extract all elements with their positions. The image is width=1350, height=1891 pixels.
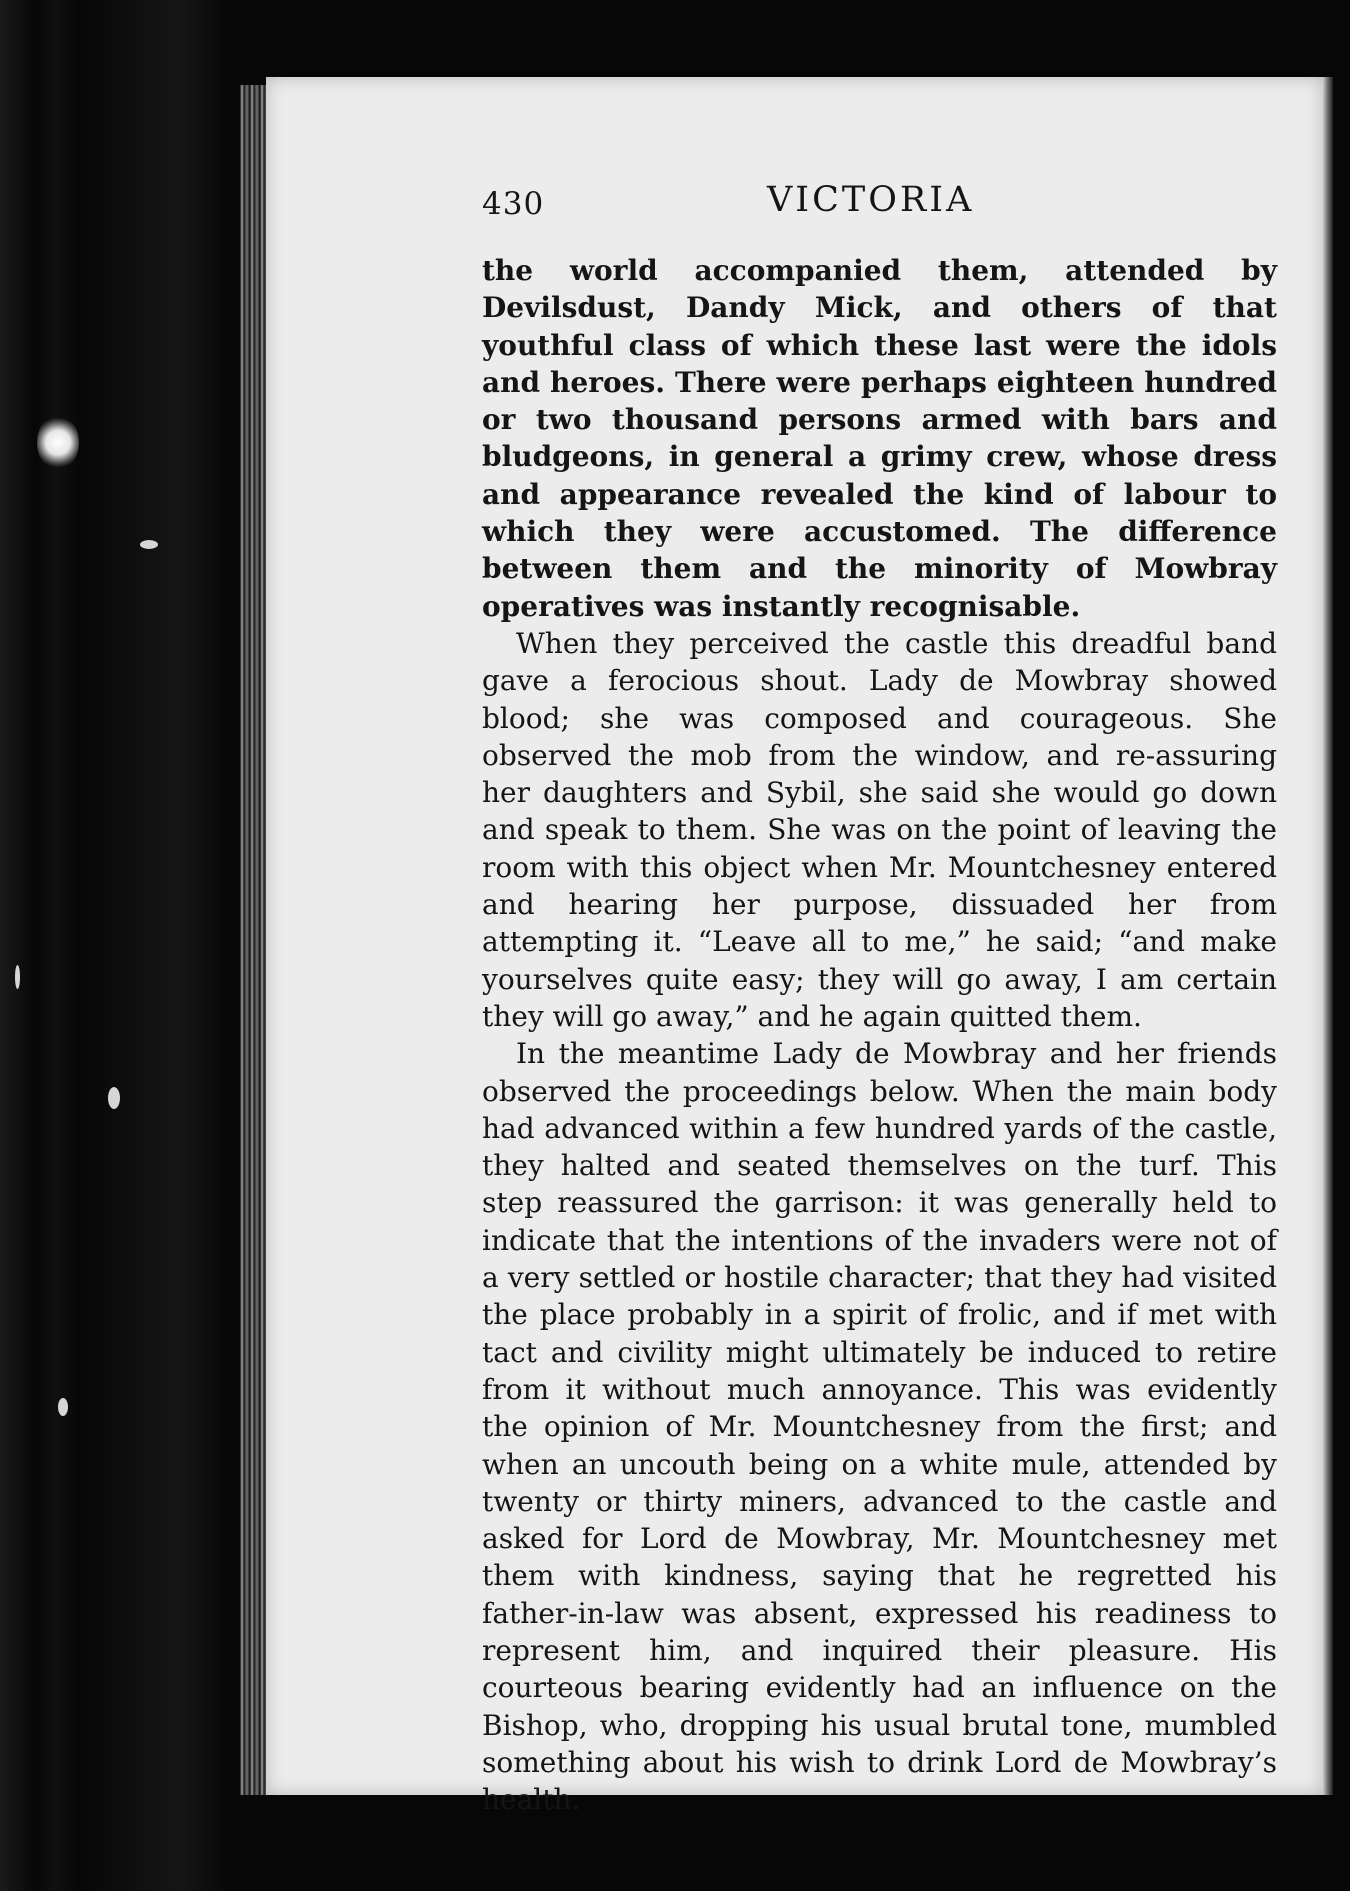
scan-speck (58, 1398, 68, 1416)
paragraph-3: In the meantime Lady de Mowbray and her friends observed the proceedings below. When the main body had advanced within a few hundred yards of the castle, they halted and seated themselves on the turf. This step reassured the garrison: it was generally held to indicate that the intentions of the invaders were not of a very settled or hostile character; that they had visited the place probably in a spirit of frolic, and if met with tact and civility might ultimately be induced to retire from it without much annoyance. This was evidently the opinion of Mr. Mountchesney from the first; and when an uncouth being on a white mule, attended by twenty or thirty miners, advanced to the castle and asked for Lord de Mowbray, Mr. Mountchesney met them with kindness, saying that he regretted his father-in-law was absent, expressed his readiness to represent him, and inquired their pleasure. His courteous bearing evidently had an influence on the Bishop, who, dropping his usual brutal tone, mumbled something about his wish to drink Lord de Mowbray’s health. (482, 1037, 1277, 1817)
scan-speck (140, 540, 158, 549)
scan-light-flare (37, 415, 79, 470)
book-body-text (482, 252, 1277, 1818)
book-binding (240, 85, 268, 1795)
paragraph-2: When they perceived the castle this dreadful band gave a ferocious shout. Lady de Mowbray showed blood; she was composed and courageous. She observed the mob from the window, and re-assuring her daughters and Sybil, she said she would go down and speak to them. She was on the point of leaving the room with this object when Mr. Mountchesney entered and hearing her purpose, dissuaded her from attempting it. “Leave all to me,” he said; “and make yourselves quite easy; they will go away, I am certain they will go away,” and he again quitted them. (482, 626, 1277, 1033)
page-number: 430 (482, 186, 545, 222)
page-edge (1323, 77, 1333, 1795)
scan-speck (15, 965, 20, 989)
page-header (482, 180, 1282, 230)
scan-speck (108, 1087, 120, 1109)
running-title: VICTORIA (767, 180, 975, 220)
paragraph-1: the world accompanied them, attended by Devilsdust, Dandy Mick, and others of that youthful class of which these last were the idols and heroes. There were perhaps eighteen hundred or two thousand persons armed with bars and bludgeons, in general a grimy crew, whose dress and appearance revealed the kind of labour to which they were accustomed. The difference between them and the minority of Mowbray operatives was instantly recognisable. (482, 254, 1277, 623)
